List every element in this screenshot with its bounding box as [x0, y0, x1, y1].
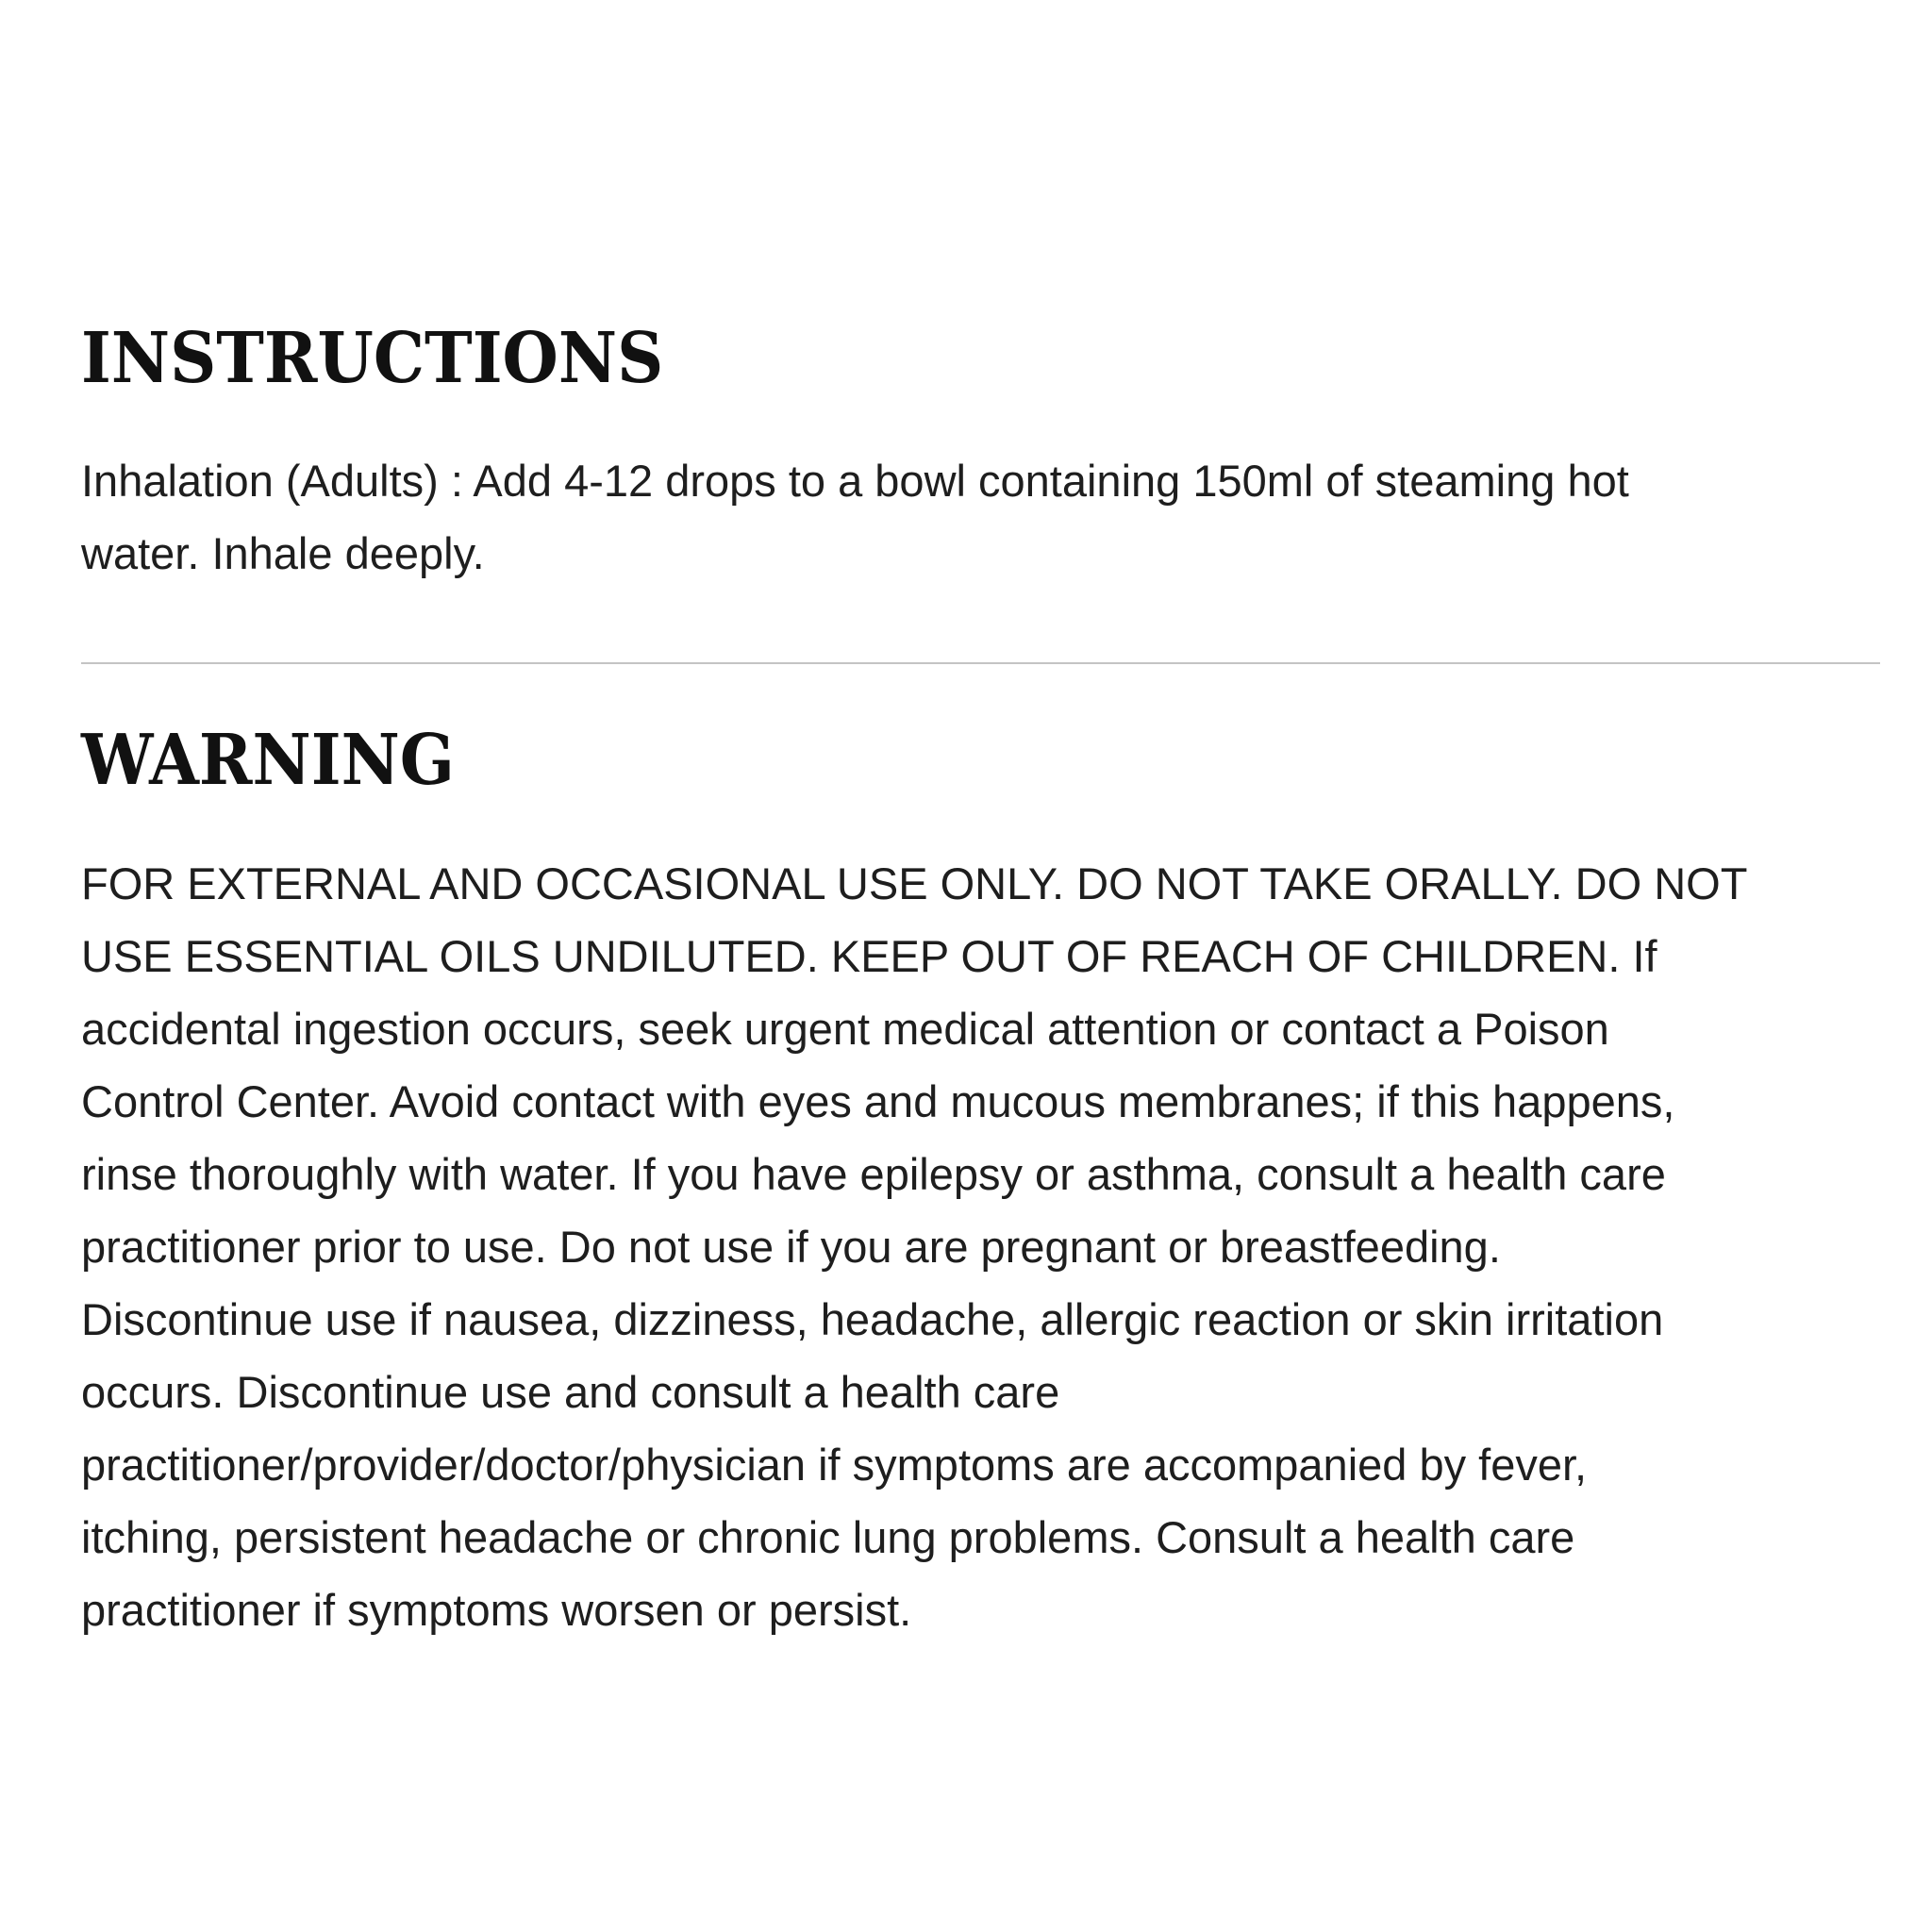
instructions-line: Inhalation (Adults) : Add 4-12 drops to a bowl containing 150ml of steaming hot [81, 456, 1629, 506]
warning-line: occurs. Discontinue use and consult a health care [81, 1367, 1060, 1417]
warning-body [81, 847, 1892, 1646]
section-divider [81, 662, 1880, 664]
warning-line: USE ESSENTIAL OILS UNDILUTED. KEEP OUT OF REACH OF CHILDREN. If [81, 931, 1657, 981]
warning-line: practitioner if symptoms worsen or persist. [81, 1585, 912, 1635]
warning-heading: WARNING [81, 720, 455, 801]
warning-line: rinse thoroughly with water. If you have epilepsy or asthma, consult a health care [81, 1149, 1666, 1199]
warning-line: practitioner prior to use. Do not use if you are pregnant or breastfeeding. [81, 1222, 1501, 1272]
warning-line: Discontinue use if nausea, dizziness, headache, allergic reaction or skin irritation [81, 1294, 1664, 1344]
warning-line: practitioner/provider/doctor/physician if symptoms are accompanied by fever, [81, 1440, 1588, 1490]
warning-line: FOR EXTERNAL AND OCCASIONAL USE ONLY. DO NOT TAKE ORALLY. DO NOT [81, 858, 1748, 908]
instructions-body [81, 444, 1892, 590]
warning-line: Control Center. Avoid contact with eyes and mucous membranes; if this happens, [81, 1076, 1675, 1126]
warning-line: accidental ingestion occurs, seek urgent medical attention or contact a Poison [81, 1004, 1609, 1054]
warning-line: itching, persistent headache or chronic lung problems. Consult a health care [81, 1512, 1575, 1562]
instructions-line: water. Inhale deeply. [81, 528, 485, 578]
instructions-heading: INSTRUCTIONS [81, 318, 664, 399]
